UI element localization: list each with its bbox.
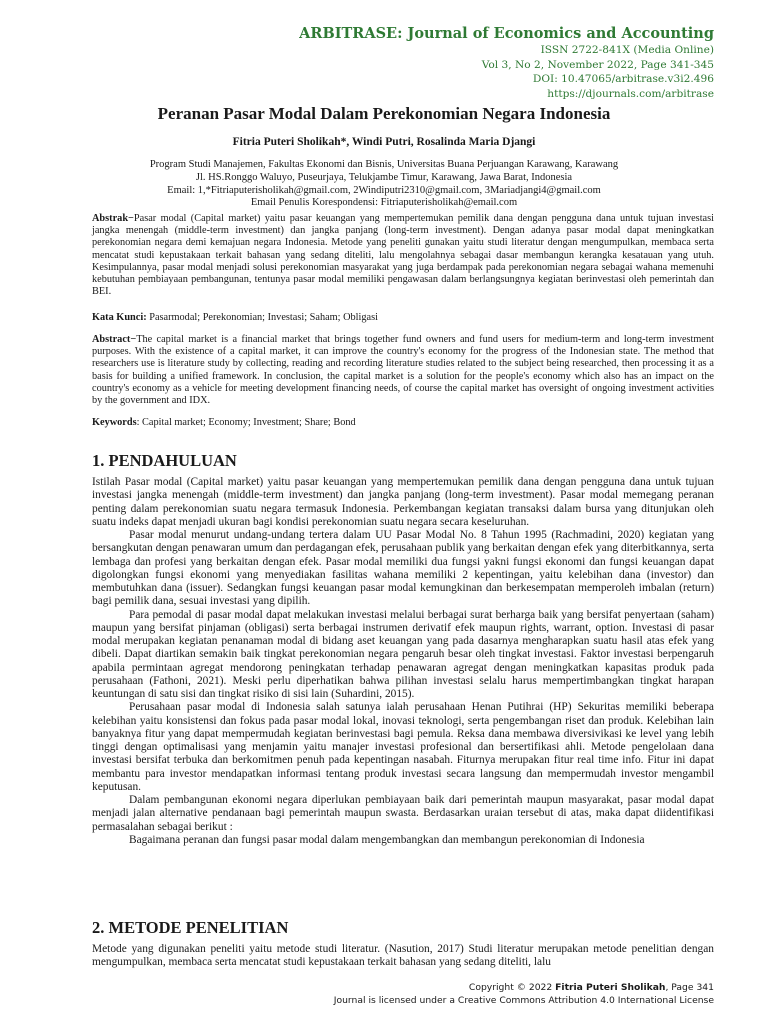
affiliation-line-2: Jl. HS.Ronggo Waluyo, Puseurjaya, Telukjambe Timur, Karawang, Jawa Barat, Indonesia	[195, 171, 573, 183]
keywords-id-text: Pasarmodal; Perekonomian; Investasi; Saham; Obligasi	[146, 312, 378, 323]
keywords-english	[92, 417, 714, 429]
paragraph: Istilah Pasar modal (Capital market) yaitu pasar keuangan yang mempertemukan pemilik dana dengan pengguna dana untuk tujuan investasi jangka menengah (middle-term investment) dan jangka panjang (long-term investment). Pasar modal memegang peranan penting dalam perekonomian suatu negara termasuk Indonesia. Perkembangan kegiatan transaksi dalam bursa yang ditunjukan oleh suatu indeks dapat menjadi ukuran bagi kondisi perekonomian suatu negara secara keseluruhan.	[92, 476, 714, 528]
license-line[interactable]: Journal is licensed under a Creative Commons Attribution 4.0 International License	[333, 995, 714, 1006]
author-emails: Email: 1,*Fitriaputerisholikah@gmail.com, 2Windiputri2310@gmail.com, 3Mariadjangi4@gmail.com	[167, 184, 601, 196]
corresponding-email: Email Penulis Korespondensi: Fitriaputerisholikah@email.com	[250, 197, 518, 209]
journal-issn: ISSN 2722-841X (Media Online)	[540, 44, 714, 56]
abstract-en-text: The capital market is a financial market that brings together fund owners and fund users for medium-term and long-term investment purposes. With the existence of a capital market, it can improve the country's economy for the progress of the Indonesian state. The method that researchers use is literature study by collecting, reading and recording literature studies related to the subject being researched, then processing it as a basis for building a unified framework. In conclusion, the capital market is a solution for the people's economy which also has an impact on the country's economy as a vehicle for meeting development financing needs, of course the capital market has oversight of ongoing investment activities by the government and IDX.	[92, 334, 714, 407]
page-number: , Page 341	[665, 982, 714, 993]
journal-title: ARBITRASE: Journal of Economics and Accounting	[299, 25, 714, 42]
abstract-english	[92, 334, 714, 407]
copyright-prefix: Copyright © 2022	[468, 982, 556, 993]
abstract-en-label: Abstract−	[92, 334, 137, 345]
paragraph: Perusahaan pasar modal di Indonesia salah satunya ialah perusahaan Henan Putihrai (HP) Sekuritas memiliki beberapa kelebihan yaitu konsistensi dan fokus pada pasar modal lokal, inovasi teknologi, serta pengembangan riset dan produk. Kelebihan lain banyaknya fitur yang dapat mempermudah kegiatan berinvestasi bagi pemula. Reksa dana membawa diversivikasi ke level yang lebih tinggi dengan optimalisasi yang menjamin yaitu manajer investasi profesional dan bersertifikasi ahli. Metode pengelolaan dana investasi bersifat terbuka dan berkomitmen penuh pada kepentingan nasabah. Fiturnya merupakan fitur real time info. Fitur ini dapat membantu para investor mendapatkan informasi tentang produk investasi secara langsung dan mempermudah investor mengambil keputusan.	[92, 701, 714, 793]
keywords-id-label: Kata Kunci:	[92, 312, 147, 323]
keywords-indonesian	[92, 312, 714, 324]
journal-doi: DOI: 10.47065/arbitrase.v3i2.496	[532, 73, 714, 86]
copyright-line	[334, 981, 714, 994]
section-heading-method: 2. METODE PENELITIAN	[92, 918, 289, 937]
abstract-id-label: Abstrak−	[92, 213, 134, 224]
paragraph: Para pemodal di pasar modal dapat melakukan investasi melalui berbagai surat berharga baik yang bersifat penyertaan (saham) maupun yang bersifat pinjaman (obligasi) serta berbagai instrumen derivatif efek maupun rights, warrant, option. Investasi di pasar modal merupakan kegiatan penanaman modal di bidang aset keuangan yang pada dasarnya mengharapkan suatu hasil atas efek yang dibeli. Dapat diartikan semakin baik tingkat perekonomian negara pengaruh besar oleh tingkat investasi. Faktor investasi berpengaruh apabila permintaan agregat mendorong peningkatan terhadap penawaran agregat dengan meningkatkan kapasitas produk pada perusahaan (Fathoni, 2021). Meski perlu diperhatikan bahwa pilihan investasi selalu harus mempertimbangkan tingkat harapan keuntungan di satu sisi dan tingkat risiko di sisi lain (Suhardini, 2015).	[92, 608, 714, 700]
keywords-en-label: Keywords	[92, 417, 137, 428]
affiliation-line-1: Program Studi Manajemen, Fakultas Ekonomi dan Bisnis, Universitas Buana Perjuangan Karawang, Karawang	[149, 159, 619, 170]
keywords-en-text: : Capital market; Economy; Investment; Share; Bond	[136, 417, 356, 428]
affiliation-block	[0, 159, 768, 210]
copyright-author: Fitria Puteri Sholikah	[555, 982, 666, 993]
research-question: Bagaimana peranan dan fungsi pasar modal dalam mengembangkan dan membangun perekonomian di Indonesia	[129, 833, 645, 846]
abstract-id-text: Pasar modal (Capital market) yaitu pasar keuangan yang mempertemukan pemilik dana dengan pengguna dana untuk tujuan investasi jangka menengah (middle-term investment) dan jangka panjang (long-term investment). Dengan adanya pasar modal dapat meningkatkan perekonomian negara demi kemajuan negara Indonesia. Metode yang peneliti gunakan yaitu studi literatur dengan mengumpulkan, membaca serta mencatat studi kepustakaan terkait bahasan yang sedang diteliti, lalu mengolahnya sebagai dasar membangun kerangka kesatauan yang utuh. Kesimpulannya, pasar modal menjadi solusi perekonomian masyarakat yang juga berdampak pada perekonomian negara sebagai wahana memenuhi kebutuhan pembiayaan pembangunan, tentunya pasar modal memiliki pengawasan dalam berlangsungnya kegiatan berinvestasi oleh pemerintah dan BEI.	[92, 213, 714, 298]
journal-meta	[482, 43, 714, 101]
journal-url[interactable]: https://djournals.com/arbitrase	[547, 87, 714, 100]
abstract-indonesian	[92, 213, 714, 298]
section-body-method	[92, 943, 714, 970]
paragraph: Metode yang digunakan peneliti yaitu metode studi literatur. (Nasution, 2017) Studi literatur merupakan metode penelitian dengan mengumpulkan, membaca serta mencatat studi kepustakaan terkait bahasan yang sedang diteliti, lalu	[92, 943, 714, 969]
article-title: Peranan Pasar Modal Dalam Perekonomian Negara Indonesia	[157, 104, 611, 123]
article-authors: Fitria Puteri Sholikah*, Windi Putri, Rosalinda Maria Djangi	[232, 136, 536, 148]
paragraph: Pasar modal menurut undang-undang tertera dalam UU Pasar Modal No. 8 Tahun 1995 (Rachmadini, 2020) kegiatan yang bersangkutan dengan penawaran umum dan perdagangan efek, perusahaan publik yang berkaitan dengan efek yang diterbitkannya, serta lembaga dan profesi yang berkaitan dengan efek. Pasar modal memiliki dua fungsi yakni fungsi ekonomi dan fungsi keuangan dapat digolongkan fungsi ekonomi yang menyediakan fasilitas wahana memiliki 2 kepentingan, yaitu kelebihan dana (investor) dan membutuhkan dana (issuer). Sedangkan fungsi keuangan pasar modal kemungkinan dan berkesempatan memperoleh imbalan (return) bagi pemilik dana, sesuai investasi yang dipilih.	[92, 529, 714, 608]
journal-volume: Vol 3, No 2, November 2022, Page 341-345	[481, 58, 714, 71]
paragraph: Dalam pembangunan ekonomi negara diperlukan pembiayaan baik dari pemerintah maupun masyarakat, pasar modal dapat menjadi jalan alternative pendanaan bagi pemerintah maupun swasta. Berdasarkan uraian tersebut di atas, maka dapat diidentifikasi permasalahan sebagai berikut :	[92, 794, 714, 833]
page-footer	[334, 981, 714, 1007]
section-heading-introduction: 1. PENDAHULUAN	[92, 451, 237, 470]
section-body-introduction	[92, 476, 714, 847]
